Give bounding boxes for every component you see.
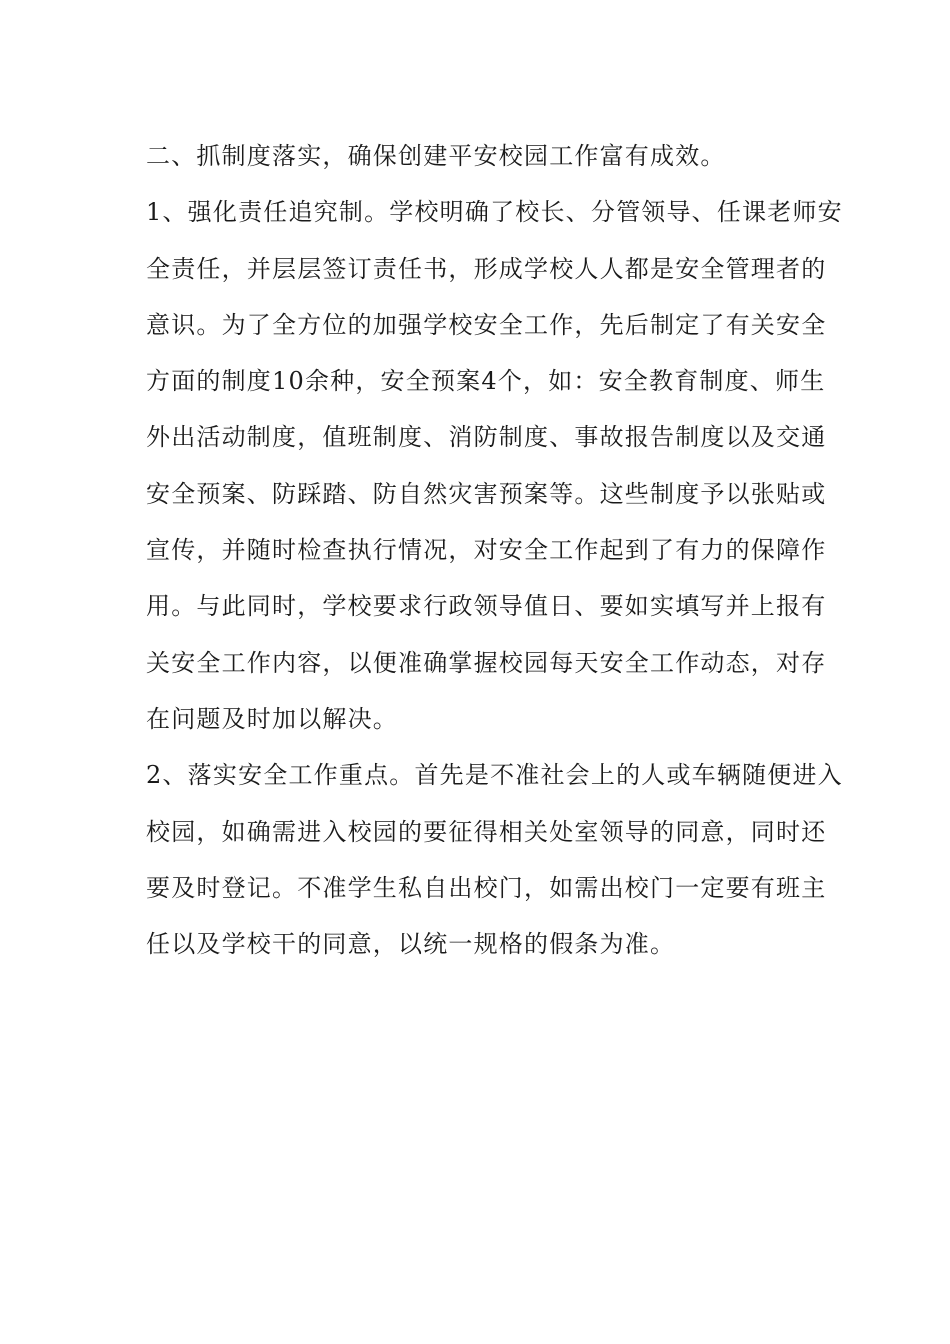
paragraph-line: 用。与此同时，学校要求行政领导值日、要如实填写并上报有 [146, 592, 827, 621]
paragraph-line: 安全预案、防踩踏、防自然灾害预案等。这些制度予以张贴或 [146, 479, 827, 508]
paragraph-line: 任以及学校干的同意，以统一规格的假条为准。 [146, 930, 676, 959]
paragraph-line: 意识。为了全方位的加强学校安全工作，先后制定了有关安全 [146, 310, 827, 339]
paragraph-line: 外出活动制度，值班制度、消防制度、事故报告制度以及交通 [146, 423, 827, 452]
document-body [146, 128, 843, 972]
paragraph-line: 关安全工作内容，以便准确掌握校园每天安全工作动态，对存 [146, 648, 827, 677]
paragraph-line: 在问题及时加以解决。 [146, 704, 398, 733]
paragraph-line: 宣传，并随时检查执行情况，对安全工作起到了有力的保障作 [146, 536, 827, 565]
paragraph-line: 校园，如确需进入校园的要征得相关处室领导的同意，同时还 [146, 817, 827, 846]
paragraph-line: 要及时登记。不准学生私自出校门，如需出校门一定要有班主 [146, 873, 827, 902]
paragraph-line: 方面的制度10余种，安全预案4个，如：安全教育制度、师生 [146, 367, 826, 396]
paragraph-line: 全责任，并层层签订责任书，形成学校人人都是安全管理者的 [146, 254, 827, 283]
paragraph-line: 2、落实安全工作重点。首先是不准社会上的人或车辆随便进入 [146, 761, 843, 790]
section-heading: 二、抓制度落实，确保创建平安校园工作富有成效。 [146, 142, 726, 170]
paragraph-line: 1、强化责任追究制。学校明确了校长、分管领导、任课老师安 [146, 198, 843, 227]
